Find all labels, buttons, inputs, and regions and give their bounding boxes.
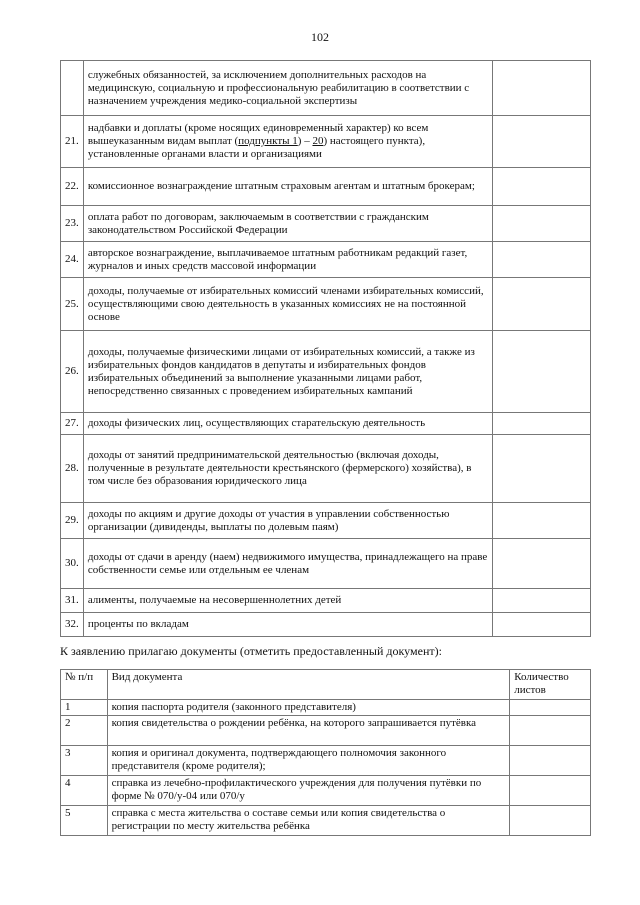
row-number: 24. bbox=[61, 242, 84, 278]
doc-name: копия и оригинал документа, подтверждающего полномочия законного представителя (кроме родителя); bbox=[107, 746, 510, 776]
row-text: доходы, получаемые от избирательных комиссий членами избирательных комиссий, осуществляющими свою деятельность в указанных комиссиях не на постоянной основе bbox=[83, 278, 492, 331]
table-row bbox=[61, 206, 591, 242]
row-number: 28. bbox=[61, 435, 84, 503]
row-number: 27. bbox=[61, 413, 84, 435]
sheet-count-cell[interactable] bbox=[510, 746, 591, 776]
mark-cell[interactable] bbox=[492, 539, 591, 589]
mark-cell[interactable] bbox=[492, 168, 591, 206]
header-sheet-count: Количество листов bbox=[510, 670, 591, 700]
mark-cell[interactable] bbox=[492, 242, 591, 278]
mark-cell[interactable] bbox=[492, 278, 591, 331]
mark-cell[interactable] bbox=[492, 503, 591, 539]
row-number: 30. bbox=[61, 539, 84, 589]
table-row bbox=[61, 746, 591, 776]
row-number: 22. bbox=[61, 168, 84, 206]
table-header-row bbox=[61, 670, 591, 700]
mark-cell[interactable] bbox=[492, 61, 591, 116]
row-number: 26. bbox=[61, 331, 84, 413]
table-row bbox=[61, 776, 591, 806]
table-row bbox=[61, 61, 591, 116]
sheet-count-cell[interactable] bbox=[510, 700, 591, 716]
table-row bbox=[61, 539, 591, 589]
row-number: 29. bbox=[61, 503, 84, 539]
table-row bbox=[61, 716, 591, 746]
sheet-count-cell[interactable] bbox=[510, 776, 591, 806]
table-row bbox=[61, 331, 591, 413]
doc-name: копия свидетельства о рождении ребёнка, на которого запрашивается путёвка bbox=[107, 716, 510, 746]
row-text: алименты, получаемые на несовершеннолетних детей bbox=[83, 589, 492, 613]
doc-number: 4 bbox=[61, 776, 108, 806]
doc-number: 3 bbox=[61, 746, 108, 776]
mark-cell[interactable] bbox=[492, 413, 591, 435]
row-number: 21. bbox=[61, 116, 84, 168]
table-row bbox=[61, 806, 591, 836]
row-number: 31. bbox=[61, 589, 84, 613]
income-types-table bbox=[60, 60, 591, 637]
doc-name: копия паспорта родителя (законного представителя) bbox=[107, 700, 510, 716]
row-text bbox=[83, 116, 492, 168]
doc-name: справка из лечебно-профилактического учреждения для получения путёвки по форме № 070/у-04 или 070/у bbox=[107, 776, 510, 806]
row-text: авторское вознаграждение, выплачиваемое штатным работникам редакций газет, журналов и иных средств массовой информации bbox=[83, 242, 492, 278]
doc-number: 2 bbox=[61, 716, 108, 746]
row-text: доходы, получаемые физическими лицами от избирательных комиссий, а также из избирательных фондов кандидатов в депутаты и избирательных фондов избирательных объединений за выполнение указанными лицами работ, непосредственно связанных с проведением избирательных кампаний bbox=[83, 331, 492, 413]
page-number: 102 bbox=[311, 30, 329, 44]
row-text: доходы физических лиц, осуществляющих старательскую деятельность bbox=[83, 413, 492, 435]
table-row bbox=[61, 278, 591, 331]
row-text: доходы от сдачи в аренду (наем) недвижимого имущества, принадлежащего на праве собственности семье или отдельным ее членам bbox=[83, 539, 492, 589]
doc-name: справка с места жительства о составе семьи или копия свидетельства о регистрации по месту жительства ребёнка bbox=[107, 806, 510, 836]
row-text: проценты по вкладам bbox=[83, 613, 492, 637]
sheet-count-cell[interactable] bbox=[510, 716, 591, 746]
attachments-intro: К заявлению прилагаю документы (отметить предоставленный документ): bbox=[60, 644, 442, 658]
header-number: № п/п bbox=[61, 670, 108, 700]
row-text-part: надбавки и доплаты (кроме носящих единовременный характер) ко всем вышеуказанным видам выплат ( bbox=[87, 122, 429, 147]
doc-number: 1 bbox=[61, 700, 108, 716]
row-text-part: ) – bbox=[297, 135, 313, 147]
mark-cell[interactable] bbox=[492, 206, 591, 242]
table-row bbox=[61, 168, 591, 206]
row-number bbox=[61, 61, 84, 116]
table-row bbox=[61, 413, 591, 435]
row-number: 32. bbox=[61, 613, 84, 637]
table-row bbox=[61, 242, 591, 278]
row-text: оплата работ по договорам, заключаемым в соответствии с гражданским законодательством Российской Федерации bbox=[83, 206, 492, 242]
row-text: комиссионное вознаграждение штатным страховым агентам и штатным брокерам; bbox=[83, 168, 492, 206]
row-text: доходы по акциям и другие доходы от участия в управлении собственностью организации (дивиденды, выплаты по долевым паям) bbox=[83, 503, 492, 539]
row-text-part: ) настоящего пункта), установленные органами власти и организациями bbox=[87, 135, 426, 160]
mark-cell[interactable] bbox=[492, 589, 591, 613]
mark-cell[interactable] bbox=[492, 116, 591, 168]
row-number: 23. bbox=[61, 206, 84, 242]
row-text: доходы от занятий предпринимательской деятельностью (включая доходы, полученные в результате деятельности крестьянского (фермерского) хозяйства), в том числе без образования юридического лица bbox=[83, 435, 492, 503]
doc-number: 5 bbox=[61, 806, 108, 836]
row-number: 25. bbox=[61, 278, 84, 331]
sheet-count-cell[interactable] bbox=[510, 806, 591, 836]
table-row bbox=[61, 116, 591, 168]
table-row bbox=[61, 589, 591, 613]
mark-cell[interactable] bbox=[492, 331, 591, 413]
subitem-link[interactable]: подпункты 1 bbox=[238, 135, 298, 147]
table-row bbox=[61, 435, 591, 503]
documents-table bbox=[60, 669, 591, 836]
table-row bbox=[61, 700, 591, 716]
mark-cell[interactable] bbox=[492, 435, 591, 503]
row-text: служебных обязанностей, за исключением дополнительных расходов на медицинскую, социальную и профессиональную реабилитацию в соответствии с назначением учреждения медико-социальной экспертизы bbox=[83, 61, 492, 116]
subitem-link[interactable]: 20 bbox=[312, 135, 324, 147]
table-row bbox=[61, 503, 591, 539]
mark-cell[interactable] bbox=[492, 613, 591, 637]
header-document-type: Вид документа bbox=[107, 670, 510, 700]
table-row bbox=[61, 613, 591, 637]
